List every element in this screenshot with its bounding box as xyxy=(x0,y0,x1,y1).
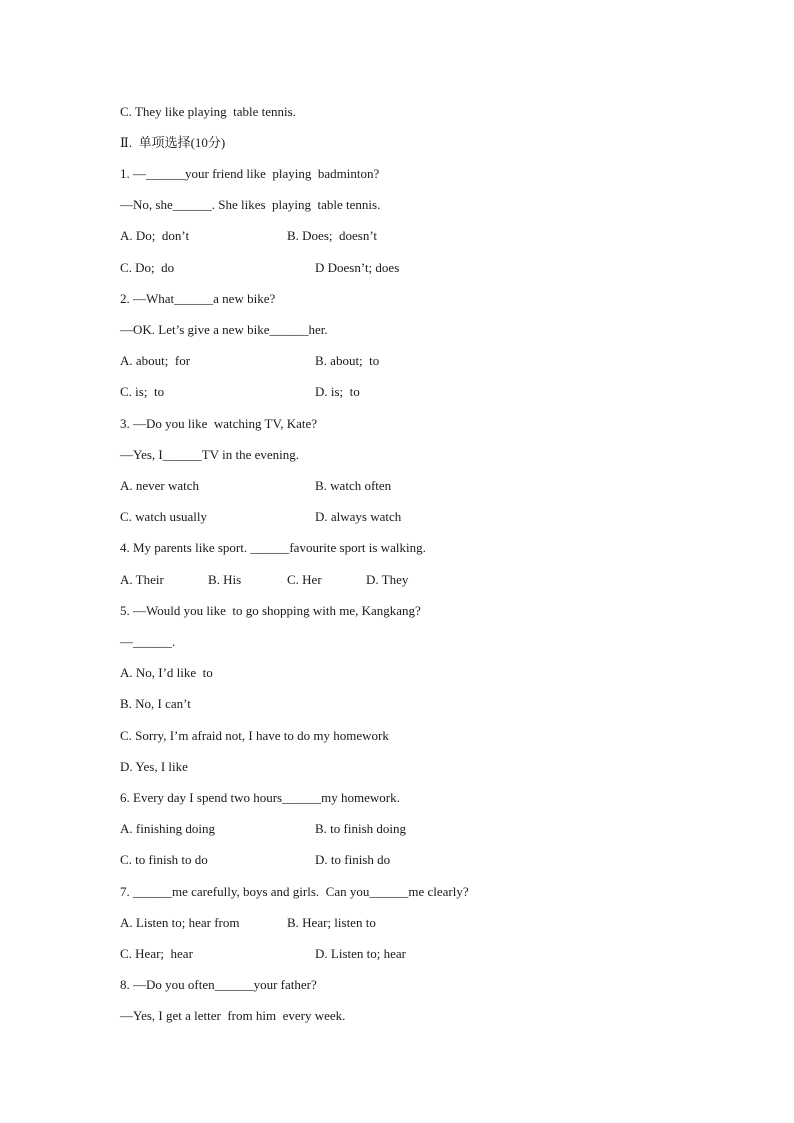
q6-option-b: B. to finish doing xyxy=(315,821,407,836)
question-7: 7. ______me carefully, boys and girls. Can you______me clearly? xyxy=(120,884,469,899)
q3-option-c: C. watch usually xyxy=(120,509,208,524)
question-6: 6. Every day I spend two hours______my homework. xyxy=(120,790,400,805)
q4-option-c: C. Her xyxy=(287,572,322,587)
q3-option-a: A. never watch xyxy=(120,478,200,493)
q4-option-a: A. Their xyxy=(120,572,164,587)
question-1-reply: —No, she______. She likes playing table tennis. xyxy=(120,197,381,212)
question-2: 2. —What______a new bike? xyxy=(120,291,276,306)
q2-option-a: A. about; for xyxy=(120,353,191,368)
q7-option-b: B. Hear; listen to xyxy=(287,915,376,930)
section-heading: Ⅱ. 单项选择(10分) xyxy=(120,135,226,150)
q5-option-a: A. No, I’d like to xyxy=(120,665,213,680)
question-1: 1. —______your friend like playing badminton? xyxy=(120,166,380,181)
q4-option-b: B. His xyxy=(208,572,242,587)
q4-option-d: D. They xyxy=(366,572,409,587)
q2-option-b: B. about; to xyxy=(315,353,380,368)
q1-option-a: A. Do; don’t xyxy=(120,228,190,243)
question-3: 3. —Do you like watching TV, Kate? xyxy=(120,416,318,431)
question-8: 8. —Do you often______your father? xyxy=(120,977,317,992)
q2-option-c: C. is; to xyxy=(120,384,165,399)
q1-option-d: D Doesn’t; does xyxy=(315,260,400,275)
question-4: 4. My parents like sport. ______favourite sport is walking. xyxy=(120,540,426,555)
q2-option-d: D. is; to xyxy=(315,384,360,399)
option-c-prev-question: C. They like playing table tennis. xyxy=(120,104,296,119)
q7-option-a: A. Listen to; hear from xyxy=(120,915,240,930)
q6-option-a: A. finishing doing xyxy=(120,821,215,836)
question-5-reply: —______. xyxy=(120,634,176,649)
q1-option-c: C. Do; do xyxy=(120,260,175,275)
q5-option-d: D. Yes, I like xyxy=(120,759,188,774)
q6-option-d: D. to finish do xyxy=(315,852,391,867)
q3-option-b: B. watch often xyxy=(315,478,392,493)
q3-option-d: D. always watch xyxy=(315,509,402,524)
q5-option-b: B. No, I can’t xyxy=(120,696,191,711)
question-3-reply: —Yes, I______TV in the evening. xyxy=(120,447,299,462)
q1-option-b: B. Does; doesn’t xyxy=(287,228,378,243)
q7-option-c: C. Hear; hear xyxy=(120,946,193,961)
question-8-reply: —Yes, I get a letter from him every week. xyxy=(120,1008,346,1023)
question-5: 5. —Would you like to go shopping with me, Kangkang? xyxy=(120,603,421,618)
q5-option-c: C. Sorry, I’m afraid not, I have to do my homework xyxy=(120,728,389,743)
question-2-reply: —OK. Let’s give a new bike______her. xyxy=(120,322,328,337)
q6-option-c: C. to finish to do xyxy=(120,852,208,867)
q7-option-d: D. Listen to; hear xyxy=(315,946,406,961)
